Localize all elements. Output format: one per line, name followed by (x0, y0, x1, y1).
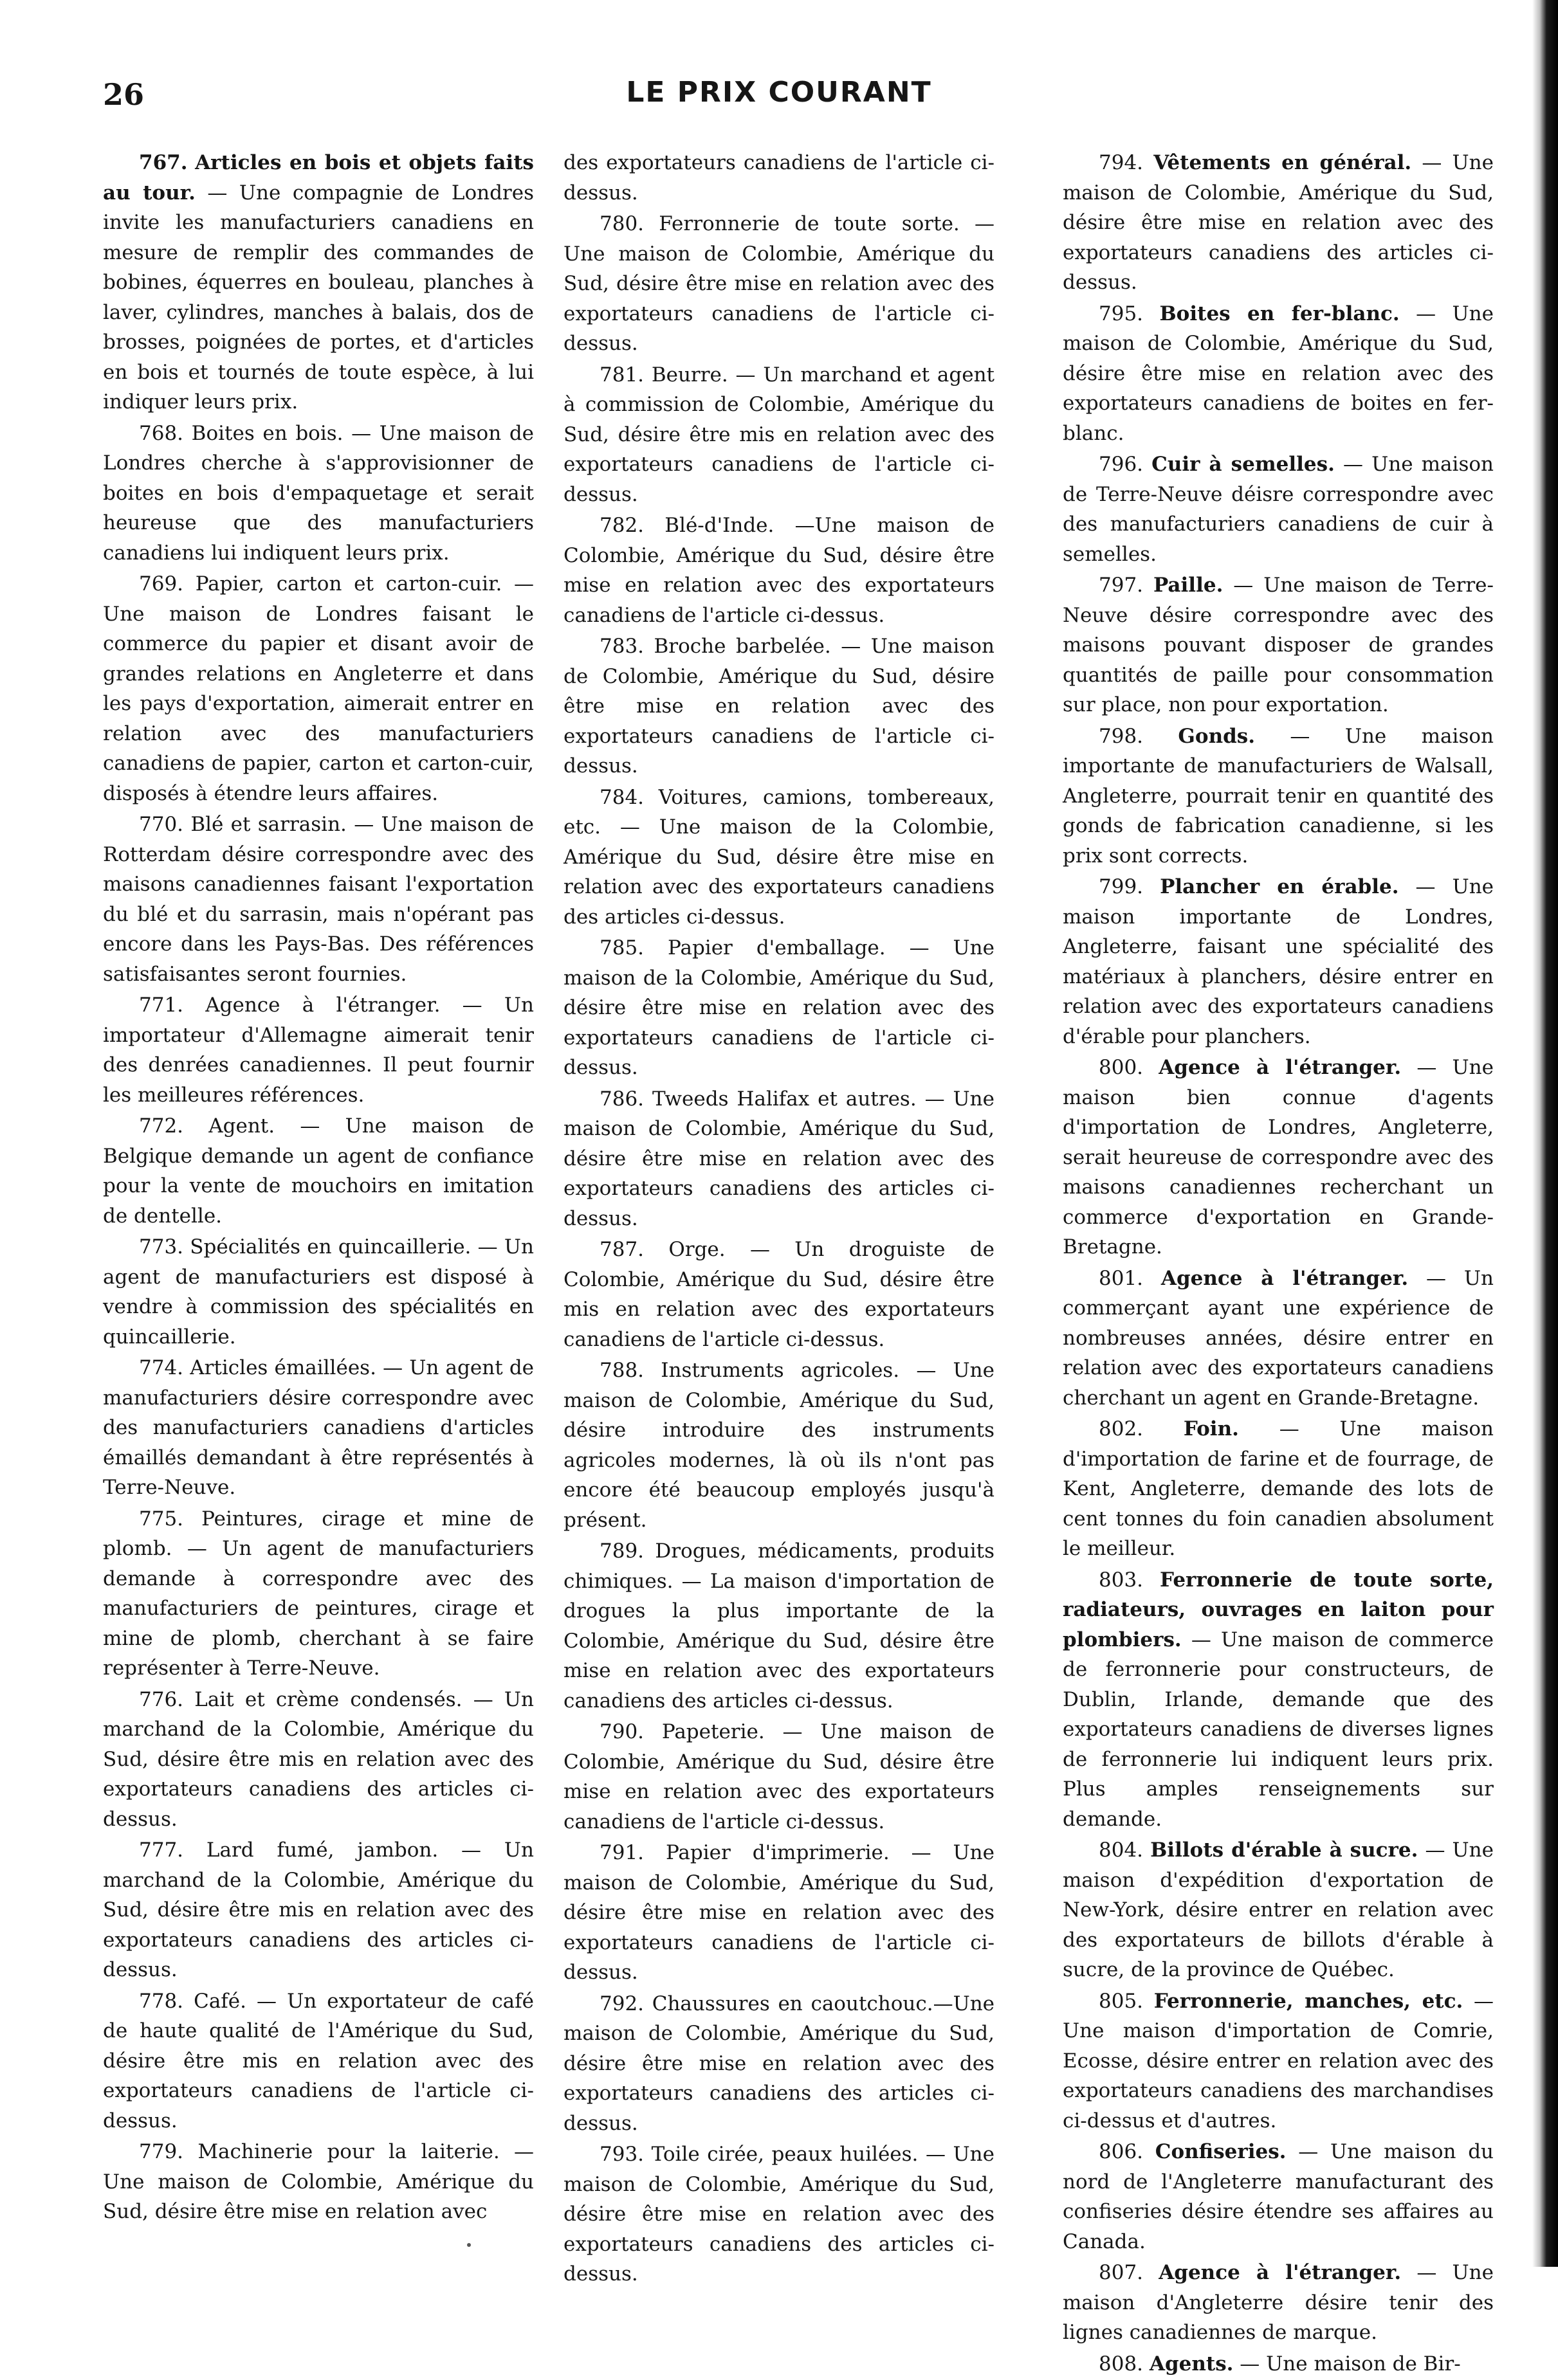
entry-item (564, 1084, 994, 1234)
column-2 (564, 148, 994, 2291)
entry-number: 767. (139, 151, 188, 174)
entry-item (1063, 299, 1494, 449)
entry-heading: Orge. (668, 1238, 726, 1261)
entry-item (1063, 722, 1494, 871)
entry-body: — Une maison de Colombie, Amérique du Sud, désire être mise en relation avec des exportateurs canadiens de l'article ci-dessus. (564, 635, 994, 777)
entry-heading: Beurre. (651, 363, 728, 386)
entry-body: — Une maison de Colombie, Amérique du Sud, désire être mise en relation avec des exportateurs canadiens des articles ci-dessus. (564, 2143, 994, 2285)
entry-heading: Agents. (1149, 2352, 1234, 2375)
entry-number: 772. (139, 1114, 184, 1138)
entry-item (564, 1838, 994, 1988)
entry-body: — Une maison bien connue d'agents d'importation de Londres, Angleterre, serait heureuse de correspondre avec des maisons canadiennes recherchant un commerce d'exportation en Grande-Bretagne. (1063, 1056, 1494, 1258)
entry-item (1063, 1053, 1494, 1262)
entry-body: — Une maison de commerce de ferronnerie pour constructeurs, de Dublin, Irlande, demande que des exportateurs canadiens de diverses lignes de ferronnerie lui indiquent leurs prix. Plus amples renseignements sur demande. (1063, 1628, 1494, 1831)
entry-item (564, 783, 994, 932)
entry-number: 776. (139, 1687, 184, 1711)
entry-item (103, 1111, 534, 1231)
entry-item (1063, 1986, 1494, 2136)
entry-item (564, 148, 994, 208)
entry-heading: Foin. (1183, 1417, 1239, 1440)
entry-heading: Broche barbelée. (654, 635, 831, 658)
entry-heading: Agence à l'étranger. (1159, 2261, 1402, 2284)
entry-body: — Une maison de Colombie, Amérique du Sud, désire être mise en relation avec (103, 2140, 535, 2223)
entry-number: 792. (600, 1992, 645, 2015)
entry-body: — Une maison de Bir- (1233, 2352, 1461, 2375)
entry-item (1063, 450, 1494, 569)
entry-number: 782. (600, 514, 645, 537)
entry-body: — Un agent de manufacturiers désire correspondre avec des manufacturiers canadiens d'articles émaillés demandant à être représentés à Terre-Neuve. (103, 1356, 535, 1499)
entry-heading: Tweeds Halifax et autres. (652, 1087, 917, 1111)
entry-heading: Gonds. (1178, 724, 1256, 748)
entry-body: — Une maison de Colombie, Amérique du Sud, désire être mise en relation avec des exportateurs canadiens de l'article ci-dessus. (564, 1720, 994, 1833)
entry-heading: Chaussures en caoutchouc. (652, 1992, 933, 2015)
entry-number: 787. (600, 1238, 645, 1261)
entry-body: — Un marchand de la Colombie, Amérique du Sud, désire être mis en relation avec des exportateurs canadiens des articles ci-dessus. (103, 1839, 534, 1981)
entry-item (1063, 570, 1494, 720)
entry-item (103, 148, 534, 417)
entry-heading: Voitures, camions, tombereaux, etc. (564, 785, 994, 839)
entry-body: — Une maison de Belgique demande un agent de confiance pour la vente de mouchoirs en imitation de dentelle. (103, 1114, 534, 1228)
entry-body: — Une maison de Colombie, Amérique du Sud, désire être mise en relation avec des exportateurs canadiens des articles ci-dessus. (1063, 151, 1494, 294)
entry-body: — Une maison d'importation de Comrie, Ecosse, désire entrer en relation avec des exportateurs canadiens des marchandises ci-dessus et d'autres. (1063, 1989, 1494, 2132)
entry-body: — Une compagnie de Londres invite les manufacturiers canadiens en mesure de remplir des commandes de bobines, équerres en bouleau, planches à laver, cylindres, manches à balais, dos de brosses, poignées de portes, et d'articles en bois et tournés de toute espèce, à lui indiquer leurs prix. (103, 181, 534, 413)
entry-item (564, 933, 994, 1083)
entry-body: — Un marchand et agent à commission de Colombie, Amérique du Sud, désire être mis en relation avec des exportateurs canadiens de l'article ci-dessus. (564, 363, 995, 506)
entry-body: — Une maison d'importation de farine et de fourrage, de Kent, Angleterre, demande des lots de cent tonnes du foin canadien absolument le meilleur. (1063, 1417, 1494, 1560)
entry-number: 797. (1099, 574, 1144, 597)
entry-heading: Boites en fer-blanc. (1159, 302, 1400, 325)
entry-number: 799. (1099, 875, 1144, 898)
entry-body: — Une maison de Colombie, Amérique du Sud, désire être mise en relation avec des exportateurs canadiens des articles ci-dessus. (564, 1087, 994, 1230)
entry-heading: Lait et crème condensés. (194, 1687, 463, 1711)
entry-heading: Toile cirée, peaux huilées. (651, 2143, 919, 2166)
entry-item (1063, 1835, 1494, 1985)
entry-heading: Paille. (1153, 574, 1223, 597)
entry-number: 783. (600, 635, 645, 658)
entry-item (564, 1717, 994, 1837)
entry-item (564, 511, 994, 630)
entry-body: — Une maison de Terre-Neuve désire correspondre avec des maisons pouvant disposer de grandes quantités de paille pour consommation sur place, non pour exportation. (1063, 574, 1494, 716)
entry-item (103, 1504, 534, 1684)
entry-item (564, 209, 994, 359)
entry-number: 807. (1099, 2261, 1144, 2284)
entry-item (103, 419, 534, 568)
entry-number: 769. (139, 572, 184, 595)
entry-number: 800. (1099, 1056, 1144, 1079)
entry-heading: Papier, carton et carton-cuir. (195, 572, 502, 595)
entry-heading: Peintures, cirage et mine de plomb. (103, 1507, 534, 1560)
entry-heading: Confiseries. (1155, 2140, 1287, 2163)
entry-item (1063, 1264, 1494, 1413)
entry-number: 802. (1099, 1417, 1144, 1440)
entry-body: — Une maison d'expédition d'exportation de New-York, désire entrer en relation avec des exportateurs de billots d'érable à sucre, de la province de Québec. (1063, 1839, 1494, 1981)
entry-item (1063, 148, 1494, 298)
entry-number: 777. (139, 1839, 184, 1862)
entry-body: — Un agent de manufacturiers est disposé à vendre à commission des spécialités en quincaillerie. (103, 1235, 534, 1349)
entry-item (1063, 2258, 1494, 2348)
entry-item (1063, 2349, 1494, 2379)
entry-number: 771. (139, 994, 184, 1017)
entry-item (1063, 1414, 1494, 1564)
entry-item (103, 1232, 534, 1352)
entry-heading: Spécialités en quincaillerie. (190, 1235, 472, 1258)
entry-item (564, 1536, 994, 1716)
entry-body: — Une maison de la Colombie, Amérique du Sud, désire être mise en relation avec des exportateurs canadiens de l'article ci-dessus. (564, 936, 994, 1079)
entry-body: — Un droguiste de Colombie, Amérique du Sud, désire être mis en relation avec des exportateurs canadiens de l'article ci-dessus. (564, 1238, 994, 1351)
entry-item (103, 810, 534, 989)
entry-body: — Une maison du nord de l'Angleterre manufacturant des confiseries désire étendre ses affaires au Canada. (1063, 2140, 1494, 2253)
entry-item (564, 1235, 994, 1354)
column-1 (103, 148, 534, 2228)
entry-body: — Une maison importante de manufacturiers de Walsall, Angleterre, pourrait tenir en quantité des gonds de fabrication canadienne, si les prix sont corrects. (1063, 724, 1494, 868)
entry-heading: Billots d'érable à sucre. (1150, 1839, 1418, 1862)
entry-heading: Drogues, médicaments, produits chimiques. (564, 1540, 994, 1593)
entry-body: — Une maison de Colombie, Amérique du Sud, désire être mise en relation avec des exportateurs canadiens de l'article ci-dessus. (564, 1841, 994, 1984)
entry-number: 768. (139, 421, 184, 445)
entry-heading: Agence à l'étranger. (1159, 1056, 1402, 1079)
entry-item (1063, 1565, 1494, 1835)
scan-edge (1532, 0, 1558, 2267)
entry-item (103, 990, 534, 1110)
entry-heading: Papier d'imprimerie. (665, 1841, 890, 1864)
page-number: 26 (103, 77, 145, 112)
entry-number: 774. (139, 1356, 184, 1379)
entry-body: — Un exportateur de café de haute qualité de l'Amérique du Sud, désire être mis en relation avec des exportateurs canadiens de l'article ci-dessus. (103, 1989, 534, 2132)
entry-item (1063, 2137, 1494, 2257)
entry-item (103, 1986, 534, 2136)
entry-heading: Boites en bois. (191, 421, 344, 445)
column-3 (1063, 148, 1494, 2380)
entry-number: 784. (600, 785, 645, 809)
entry-heading: Articles en bois et objets faits au tour. (103, 151, 534, 204)
entry-number: 778. (139, 1989, 184, 2013)
entry-heading: Blé-d'Inde. (664, 514, 774, 537)
entry-body: — Un commerçant ayant une expérience de nombreuses années, désire entrer en relation avec des exportateurs canadiens cherchant un agent en Grande-Bretagne. (1063, 1266, 1494, 1410)
entry-number: 790. (600, 1720, 645, 1743)
entry-heading: Ferronnerie de toute sorte. (659, 212, 960, 235)
entry-number: 788. (600, 1359, 645, 1382)
entry-heading: Agent. (208, 1114, 275, 1138)
entry-number: 773. (139, 1235, 184, 1258)
entry-item (103, 2137, 534, 2227)
entry-heading: Agence à l'étranger. (1160, 1266, 1409, 1290)
entry-item (1063, 872, 1494, 1051)
entry-item (103, 1353, 534, 1503)
entry-body: — Une maison de Londres cherche à s'approvisionner de boites en bois d'empaquetage et serait heureuse que des manufacturiers canadiens lui indiquent leurs prix. (103, 421, 535, 565)
entry-number: 775. (139, 1507, 184, 1531)
entry-body: — Une maison de Rotterdam désire correspondre avec des maisons canadiennes faisant l'exportation du blé et du sarrasin, mais n'opérant pas encore dans les Pays-Bas. Des références satisfaisantes seront fournies. (103, 813, 535, 986)
entry-body: —Une maison de Colombie, Amérique du Sud, désire être mise en relation avec des exportateurs canadiens des articles ci-dessus. (564, 1992, 995, 2135)
entry-body: — Une maison d'Angleterre désire tenir des lignes canadiennes de marque. (1063, 2261, 1494, 2344)
entry-item (564, 360, 994, 510)
journal-title: LE PRIX COURANT (626, 76, 932, 109)
entry-number: 793. (600, 2143, 645, 2166)
entry-body: des exportateurs canadiens de l'article ci-dessus. (564, 151, 994, 204)
entry-number: 781. (600, 363, 645, 386)
entry-number: 804. (1099, 1839, 1144, 1862)
entry-heading: Café. (194, 1989, 246, 2013)
entry-heading: Machinerie pour la laiterie. (197, 2140, 500, 2163)
entry-item (564, 1356, 994, 1535)
entry-heading: Ferronnerie, manches, etc. (1153, 1989, 1463, 2013)
entry-number: 808. (1099, 2352, 1144, 2375)
entry-number: 786. (600, 1087, 645, 1111)
entry-heading: Lard fumé, jambon. (206, 1839, 439, 1862)
entry-heading: Plancher en érable. (1160, 875, 1399, 898)
entry-heading: Vêtements en général. (1153, 151, 1412, 174)
entry-body: — La maison d'importation de drogues la plus importante de la Colombie, Amérique du Sud, désire être mise en relation avec des exportateurs canadiens des articles ci-dessus. (564, 1569, 994, 1712)
entry-body: — Une maison de Londres faisant le commerce du papier et disant avoir de grandes relations en Angleterre et dans les pays d'exportation, aimerait entrer en relation avec des manufacturiers canadiens de papier, carton et carton-cuir, disposés à étendre leurs affaires. (103, 572, 534, 805)
entry-number: 794. (1099, 151, 1144, 174)
entry-number: 798. (1099, 724, 1144, 748)
entry-number: 785. (600, 936, 645, 959)
entry-heading: Papeterie. (661, 1720, 765, 1743)
entry-number: 796. (1099, 453, 1144, 476)
entry-heading: Blé et sarrasin. (190, 813, 347, 836)
entry-number: 805. (1099, 1989, 1144, 2013)
entry-body: — Un agent de manufacturiers demande à correspondre avec des manufacturiers de peintures, cirage et mine de plomb, cherchant à se faire représenter à Terre-Neuve. (103, 1537, 534, 1680)
entry-body: — Une maison de Colombie, Amérique du Sud, désire être mise en relation avec des exportateurs canadiens de boites en fer-blanc. (1063, 302, 1494, 445)
entry-heading: Articles émaillées. (190, 1356, 376, 1379)
entry-number: 780. (600, 212, 645, 235)
entry-item (103, 1835, 534, 1985)
entry-heading: Ferronnerie de toute sorte, radiateurs, ouvrages en laiton pour plombiers. (1063, 1568, 1494, 1651)
entry-heading: Cuir à semelles. (1151, 453, 1335, 476)
entry-body: —Une maison de Colombie, Amérique du Sud, désire être mise en relation avec des exportateurs canadiens de l'article ci-dessus. (564, 514, 994, 627)
entry-body: — Une maison de Colombie, Amérique du Sud, désire introduire des instruments agricoles modernes, là où ils n'ont pas encore été beaucoup employés jusqu'à présent. (564, 1359, 994, 1532)
entry-number: 789. (600, 1540, 645, 1563)
entry-body: — Une maison de Colombie, Amérique du Sud, désire être mise en relation avec des exportateurs canadiens de l'article ci-dessus. (564, 212, 994, 355)
entry-item (103, 1685, 534, 1835)
entry-heading: Papier d'emballage. (668, 936, 886, 959)
print-speck (467, 2243, 471, 2247)
entry-body: — Une maison importante de Londres, Angleterre, faisant une spécialité des matériaux à planchers, désire entrer en relation avec des exportateurs canadiens d'érable pour planchers. (1063, 875, 1494, 1048)
entry-number: 779. (139, 2140, 184, 2163)
entry-body: — Un marchand de la Colombie, Amérique du Sud, désire être mis en relation avec des exportateurs canadiens des articles ci-dessus. (103, 1687, 534, 1831)
entry-heading: Agence à l'étranger. (205, 994, 441, 1017)
entry-number: 770. (139, 813, 184, 836)
entry-number: 806. (1099, 2140, 1144, 2163)
entry-number: 791. (600, 1841, 645, 1864)
entry-item (103, 569, 534, 808)
entry-number: 795. (1099, 302, 1144, 325)
entry-item (564, 1989, 994, 2139)
entry-number: 803. (1099, 1568, 1144, 1592)
entry-heading: Instruments agricoles. (661, 1359, 900, 1382)
entry-body: — Une maison de la Colombie, Amérique du Sud, désire être mise en relation avec des exportateurs canadiens des articles ci-dessus. (564, 815, 994, 929)
entry-body: — Une maison de Terre-Neuve déisre correspondre avec des manufacturiers canadiens de cuir à semelles. (1063, 453, 1494, 566)
entry-item (564, 631, 994, 781)
entry-number: 801. (1099, 1266, 1144, 1290)
entry-body: — Un importateur d'Allemagne aimerait tenir des denrées canadiennes. Il peut fournir les meilleures références. (103, 994, 534, 1107)
